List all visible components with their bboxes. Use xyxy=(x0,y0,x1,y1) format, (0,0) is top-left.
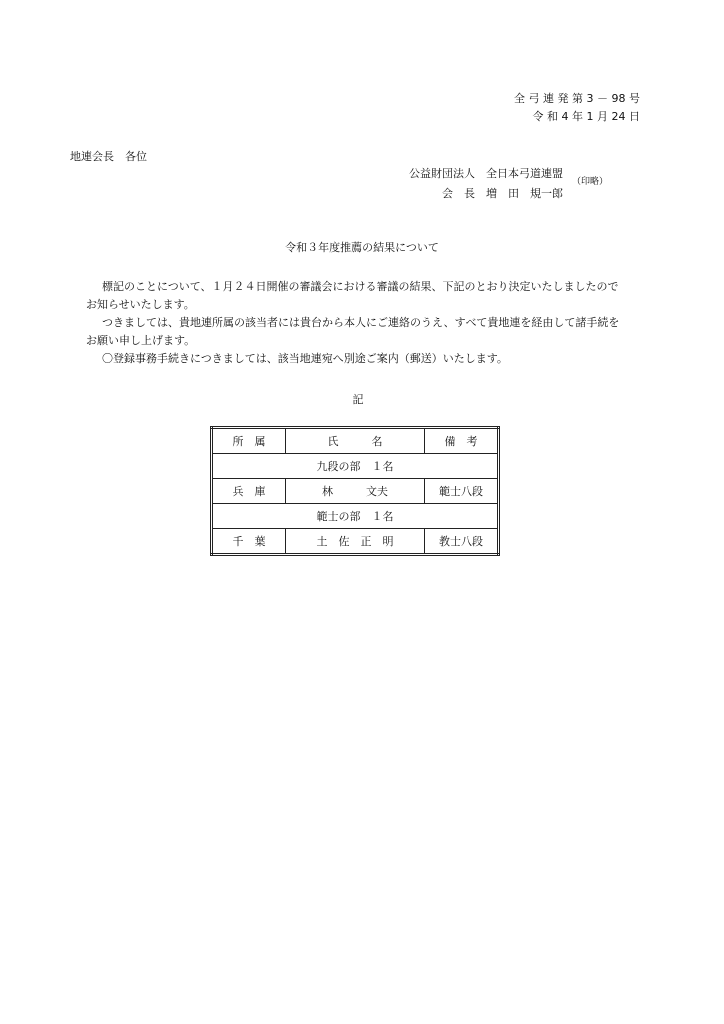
section-title: 範士の部 １名 xyxy=(212,504,499,529)
section-title: 九段の部 １名 xyxy=(212,454,499,479)
body-line: お知らせいたします。 xyxy=(86,298,195,311)
body-line: 〇登録事務手続きにつきましては、該当地連宛へ別途ご案内（郵送）いたします。 xyxy=(102,352,508,365)
sender-name: 会 長 増 田 規一郎 xyxy=(442,187,563,200)
result-table xyxy=(210,426,500,556)
header-name: 氏 名 xyxy=(286,428,425,454)
table-header-row xyxy=(212,428,499,454)
cell-name: 土 佐 正 明 xyxy=(286,529,425,555)
section-row xyxy=(212,454,499,479)
body-line: お願い申し上げます。 xyxy=(86,334,196,347)
addressee: 地連会長 各位 xyxy=(70,150,147,163)
ki-heading: 記 xyxy=(352,393,364,406)
cell-remarks: 範士八段 xyxy=(425,479,499,504)
cell-remarks: 教士八段 xyxy=(425,529,499,555)
document-number: 全 弓 連 発 第 3 － 98 号 xyxy=(514,92,640,105)
header-remarks: 備 考 xyxy=(425,428,499,454)
cell-affiliation: 千 葉 xyxy=(212,529,286,555)
table-row xyxy=(212,479,499,504)
seal-note: （印略） xyxy=(572,177,609,187)
sender-organization: 公益財団法人 全日本弓道連盟 xyxy=(409,167,563,180)
section-row xyxy=(212,504,499,529)
body-line: つきましては、貴地連所属の該当者には貴台から本人にご連絡のうえ、すべて貴地連を経由して諸手続を xyxy=(102,316,620,329)
body-line: 標記のことについて、１月２４日開催の審議会における審議の結果、下記のとおり決定いたしましたので xyxy=(102,280,619,293)
cell-affiliation: 兵 庫 xyxy=(212,479,286,504)
body-text xyxy=(86,278,646,368)
header-affiliation: 所 属 xyxy=(212,428,286,454)
document-date: 令 和 4 年 1 月 24 日 xyxy=(532,110,640,123)
cell-name: 林 文夫 xyxy=(286,479,425,504)
table-row xyxy=(212,529,499,555)
subject-title: 令和３年度推薦の結果について xyxy=(285,241,439,254)
